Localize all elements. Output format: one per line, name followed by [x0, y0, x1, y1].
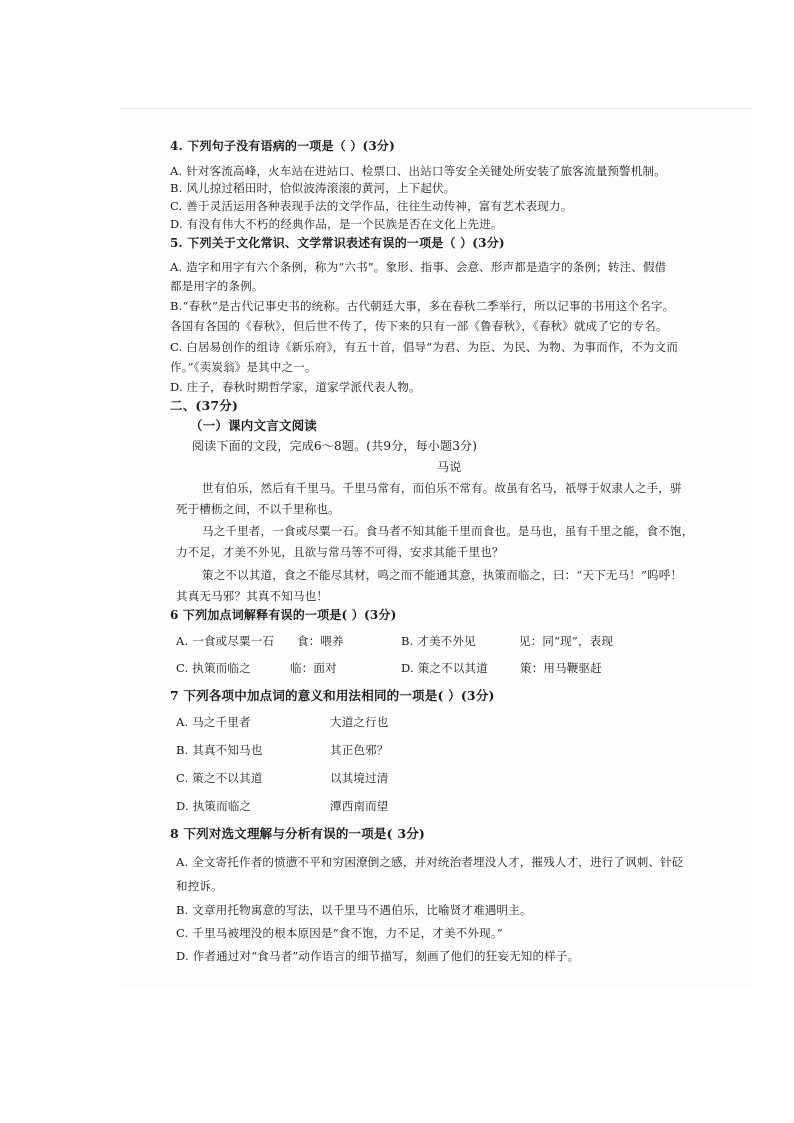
q7-option-c-left: C. 策之不以其道 — [176, 771, 263, 785]
q6-option-b-text: B. 才美不外见 — [401, 634, 476, 648]
passage-p2-line1: 马之千里者，一食或尽粟一石。食马者不知其能千里而食也。是马也，虽有千里之能，食不饱， — [202, 524, 694, 538]
q8-option-b: B. 文章用托物寓意的写法，以千里马不遇伯乐，比喻贤才难遇明主。 — [176, 903, 532, 917]
q7-option-d-right: 潭西南而望 — [330, 799, 389, 813]
q4-option-b: B. 风儿掠过稻田时，恰似波涛滚滚的黄河，上下起伏。 — [170, 181, 456, 195]
q6-option-b-gloss: 见：同“现”，表现 — [519, 634, 614, 648]
passage-p3-line1: 策之不以其道，食之不能尽其材，鸣之而不能通其意，执策而临之，曰：“天下无马！”呜呼！ — [202, 568, 683, 582]
q8-stem: 8 下列对选文理解与分析有误的一项是( 3分) — [170, 826, 426, 841]
q5-stem: 5. 下列关于文化常识、文学常识表述有误的一项是（ ）(3分) — [170, 236, 505, 250]
q8-option-d: D. 作者通过对“食马者”动作语言的细节描写，刻画了他们的狂妄无知的样子。 — [176, 949, 580, 963]
q6-option-d-gloss: 策：用马鞭驱赶 — [520, 661, 602, 675]
section-subheading: （一）课内文言文阅读 — [190, 418, 318, 433]
q5-option-c-line1: C. 白居易创作的组诗《新乐府》，有五十首，倡导“为君、为臣、为民、为物、为事而作，不为文而 — [170, 340, 679, 354]
q4-option-a: A. 针对客流高峰，火车站在进站口、检票口、出站口等安全关键处所安装了旅客流量预警机制。 — [170, 164, 666, 178]
q6-option-a-text: A. 一食或尽粟一石 — [176, 634, 275, 648]
exam-page — [120, 108, 752, 989]
q7-option-a-left: A. 马之千里者 — [176, 715, 251, 729]
q7-option-b-left: B. 其真不知马也 — [176, 743, 263, 757]
q5-option-b-line2: 各国有各国的《春秋》，但后世不传了，传下来的只有一部《鲁春秋》，《春秋》就成了它的专名。 — [170, 319, 668, 333]
q6-stem: 6 下列加点词解释有误的一项是( ）(3分) — [170, 608, 397, 622]
q8-option-a-line2: 和控诉。 — [176, 879, 223, 893]
q6-option-c-gloss: 临：面对 — [290, 661, 337, 675]
passage-p1-line1: 世有伯乐，然后有千里马。千里马常有，而伯乐不常有。故虽有名马，祇辱于奴隶人之手，骈 — [202, 481, 682, 495]
q5-option-d: D. 庄子，春秋时期哲学家，道家学派代表人物。 — [170, 380, 421, 394]
q6-option-d-text: D. 策之不以其道 — [401, 661, 488, 675]
q7-option-b-right: 其正色邪？ — [330, 743, 389, 757]
q5-option-b-line1: B.“春秋”是古代记事史书的统称。古代朝廷大事，多在春秋二季举行，所以记事的书用这个名字。 — [170, 299, 675, 313]
q5-option-a-line2: 都是用字的条例。 — [170, 279, 264, 293]
passage-p1-line2: 死于槽枥之间，不以千里称也。 — [176, 502, 340, 516]
q6-option-a-gloss: 食：喂养 — [297, 634, 344, 648]
q7-option-d-left: D. 执策而临之 — [176, 799, 252, 813]
q4-option-d: D. 有没有伟大不朽的经典作品，是一个民族是否在文化上先进。 — [170, 217, 503, 231]
q5-option-a-line1: A. 造字和用字有六个条例，称为“六书”。象形、指事、会意、形声都是造字的条例；转注、假借 — [170, 260, 667, 274]
q4-option-c: C. 善于灵活运用各种表现手法的文学作品，往往生动传神，富有艺术表现力。 — [170, 199, 573, 213]
q7-stem: 7 下列各项中加点词的意义和用法相同的一项是( ）(3分) — [170, 688, 495, 703]
section-instructions: 阅读下面的文段，完成6～8题。(共9分，每小题3分) — [192, 439, 478, 453]
passage-p2-line2: 力不足，才美不外见，且欲与常马等不可得，安求其能千里也？ — [176, 545, 504, 559]
q5-option-c-line2: 作。”《卖炭翁》是其中之一。 — [170, 360, 317, 374]
passage-p3-line2: 其真无马邪？其真不知马也！ — [176, 589, 329, 603]
q7-option-c-right: 以其境过清 — [330, 771, 389, 785]
q7-option-a-right: 大道之行也 — [330, 715, 389, 729]
section-heading: 二、(37分) — [170, 398, 239, 413]
q8-option-a-line1: A. 全文寄托作者的愤懑不平和穷困潦倒之感，并对统治者埋没人才，摧残人才，进行了讽刺、针砭 — [176, 855, 684, 869]
q8-option-c: C. 千里马被埋没的根本原因是“食不饱，力不足，才美不外现。” — [176, 926, 503, 940]
q4-stem: 4. 下列句子没有语病的一项是（ ）(3分) — [170, 139, 395, 153]
q6-option-c-text: C. 执策而临之 — [176, 661, 251, 675]
passage-title: 马说 — [437, 460, 462, 474]
